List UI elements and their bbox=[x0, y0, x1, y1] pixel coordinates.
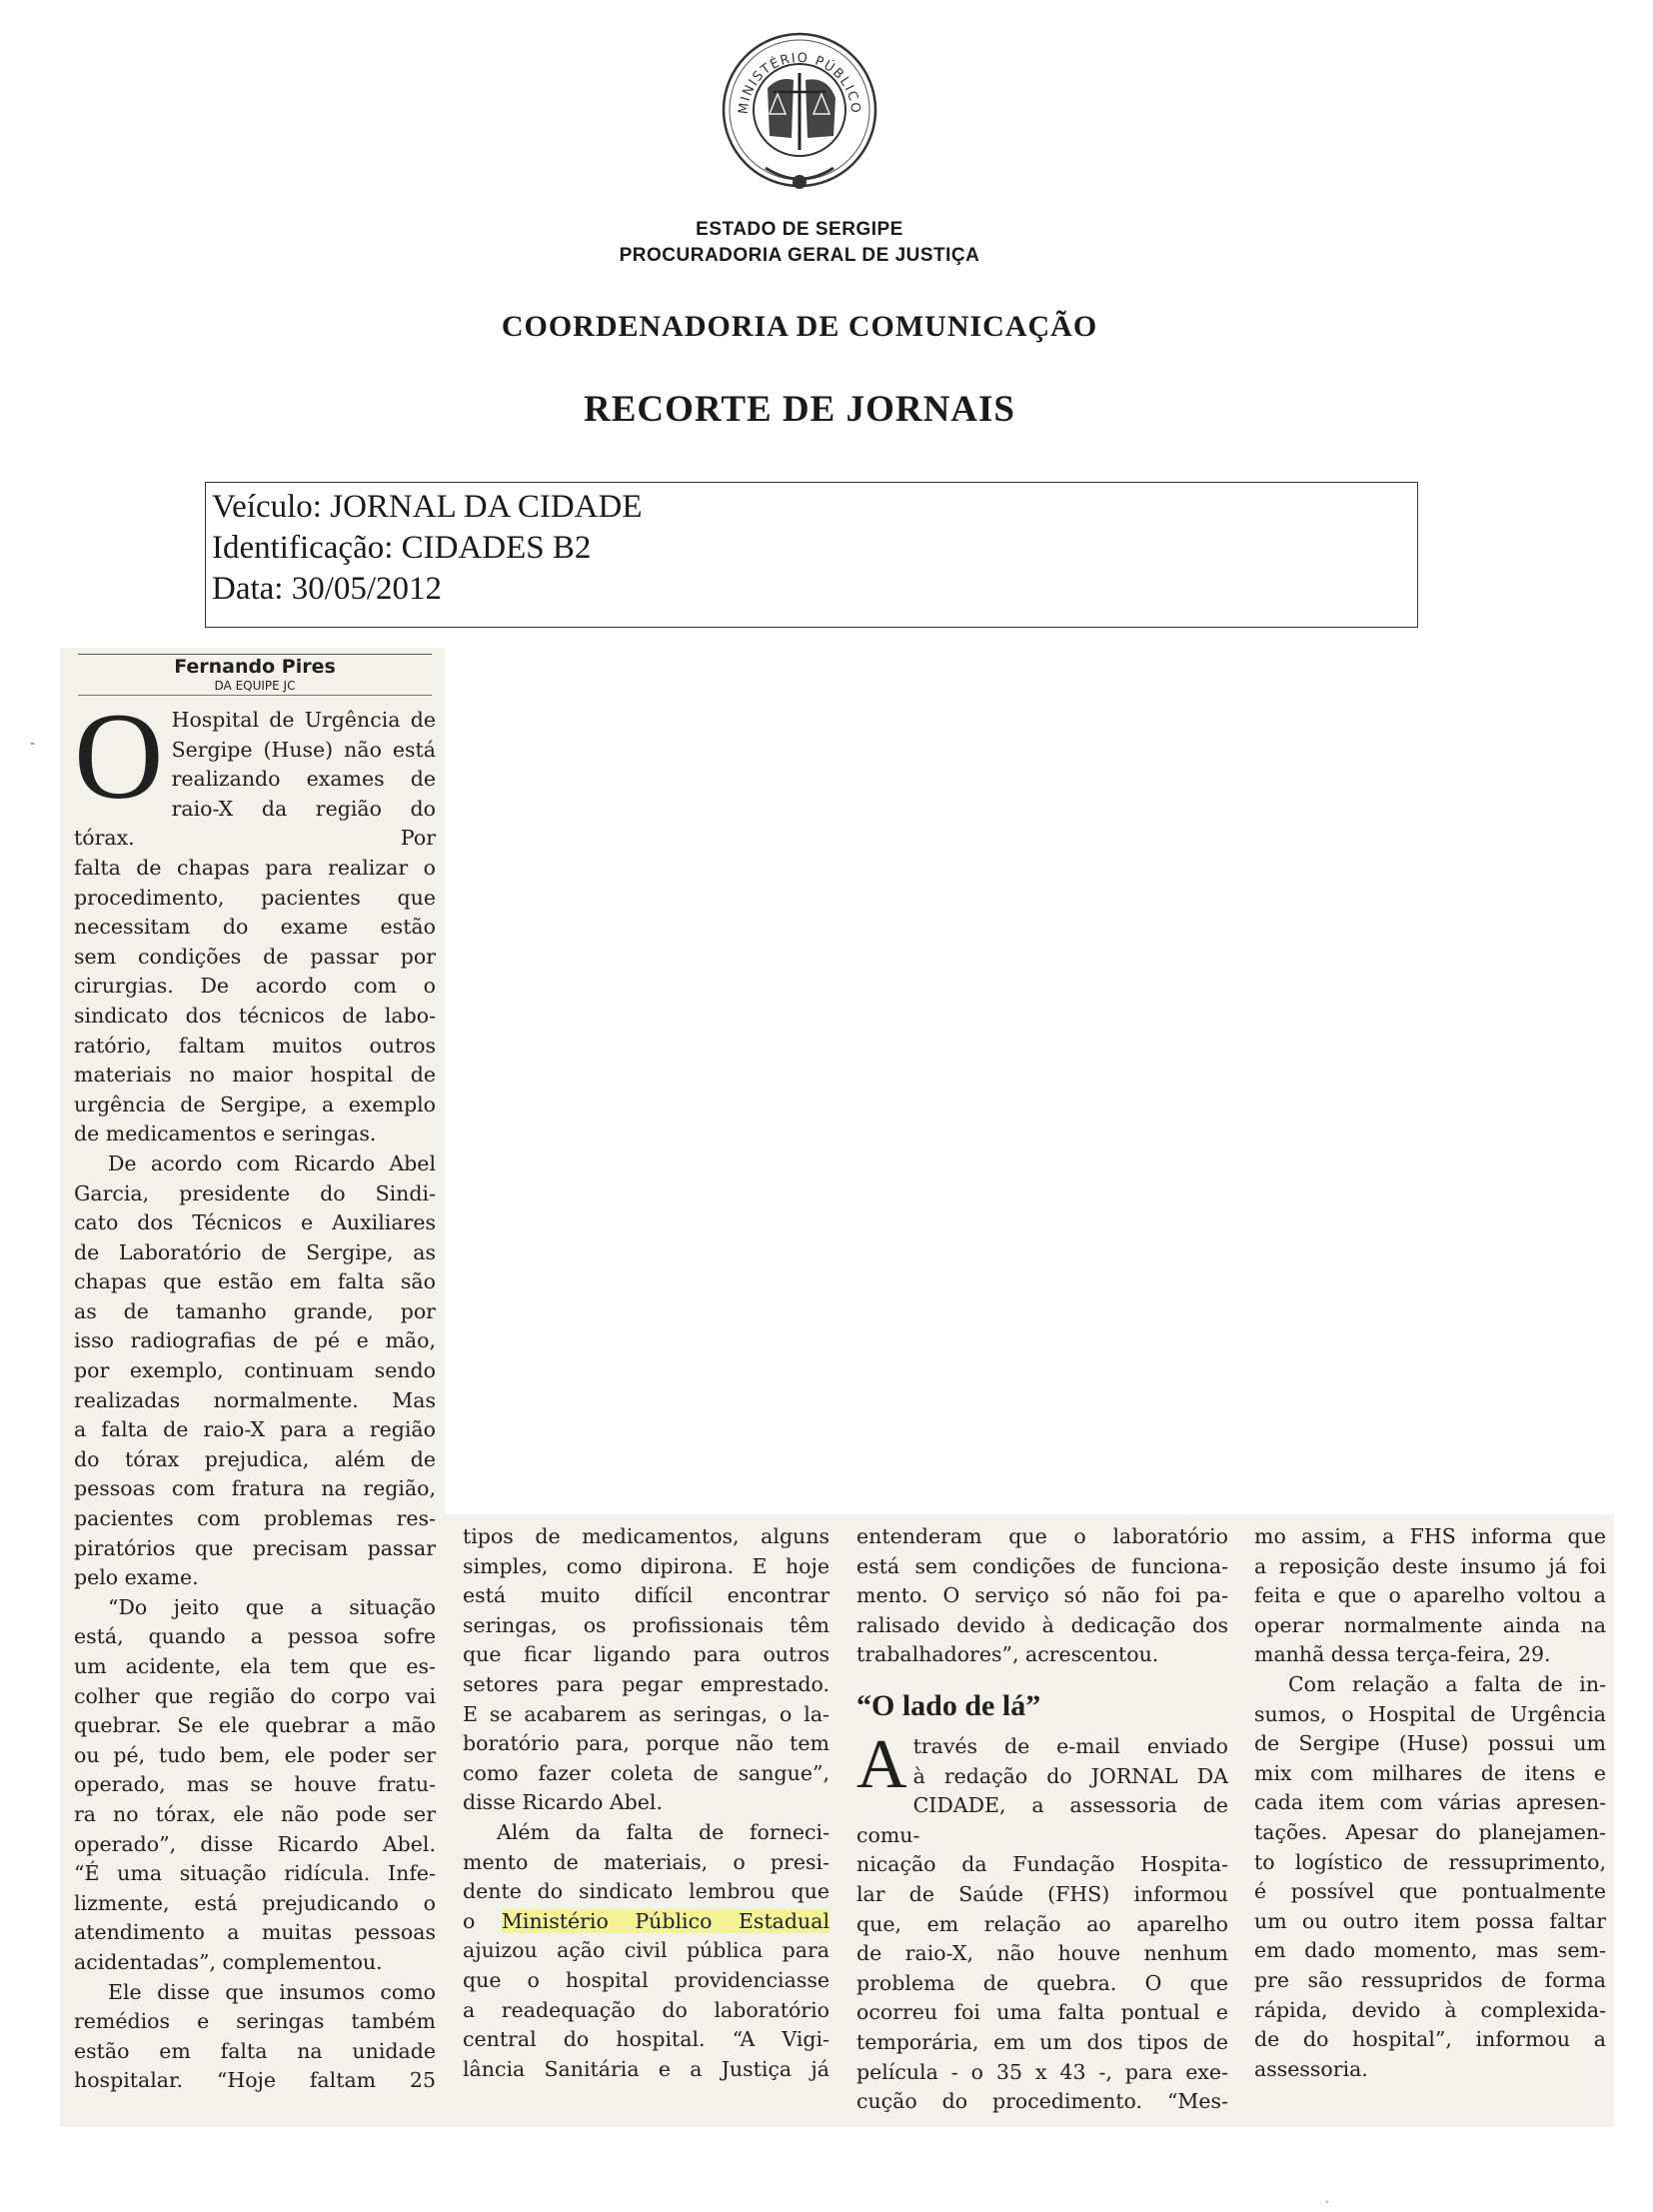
text-line: boratório para, porque não tem bbox=[463, 1731, 829, 1756]
date-line: Data: 30/05/2012 bbox=[212, 571, 443, 607]
identification-line: Identificação: CIDADES B2 bbox=[212, 530, 592, 566]
text-line: to logístico de ressuprimento, bbox=[1254, 1849, 1606, 1874]
column-3-paragraph-1 bbox=[856, 1522, 1228, 1670]
text-line: través de e-mail enviado bbox=[912, 1733, 1228, 1758]
text-line: mo assim, a FHS informa que bbox=[1254, 1524, 1606, 1548]
text-line: as de tamanho grande, por bbox=[74, 1298, 436, 1323]
text-line: raio-X da região do tórax. Por bbox=[74, 796, 436, 851]
text-line: Sergipe (Huse) não está bbox=[171, 737, 436, 762]
text-line: a falta de raio-X para a região bbox=[74, 1417, 436, 1442]
text-line: central do hospital. “A Vigi- bbox=[463, 2027, 829, 2052]
text-line: de medicamentos e seringas. bbox=[74, 1121, 377, 1146]
paragraph-2 bbox=[74, 1149, 436, 1593]
ministerio-publico-seal-icon bbox=[718, 18, 882, 198]
subheading: “O lado de lá” bbox=[856, 1688, 1041, 1722]
text-line: mix com milhares de itens e bbox=[1254, 1760, 1606, 1785]
column-2-paragraph-1 bbox=[463, 1522, 829, 1818]
author-name: Fernando Pires bbox=[174, 656, 336, 678]
text-line: trabalhadores”, acrescentou. bbox=[856, 1642, 1159, 1667]
scan-speck: · bbox=[1325, 2195, 1329, 2209]
text-line: de Laboratório de Sergipe, as bbox=[74, 1239, 436, 1264]
department-title: COORDENADORIA DE COMUNICAÇÃO bbox=[501, 310, 1098, 343]
text-line: manhã dessa terça-feira, 29. bbox=[1254, 1642, 1551, 1667]
article-column-4 bbox=[1254, 1522, 1606, 2084]
text-line: cirurgias. De acordo com o bbox=[74, 974, 436, 999]
text-line: mento. O serviço só não foi pa- bbox=[856, 1583, 1228, 1608]
column-2-paragraph-2-rest bbox=[463, 1936, 829, 2084]
text-line: está sem condições de funciona- bbox=[856, 1553, 1228, 1578]
text-line: remédios e seringas também bbox=[74, 2009, 436, 2034]
article-column-1 bbox=[74, 648, 436, 2096]
text-line: película - o 35 x 43 -, para exe- bbox=[856, 2059, 1228, 2084]
text-line: rápida, devido à complexida- bbox=[1254, 1997, 1606, 2022]
text-line: cato dos Técnicos e Auxiliares bbox=[74, 1210, 436, 1235]
text-line: piratórios que precisam passar bbox=[74, 1535, 436, 1560]
text-line: tações. Apesar do planejamen- bbox=[1254, 1819, 1606, 1844]
text-line: falta de chapas para realizar o bbox=[74, 855, 436, 880]
text-line: à redação do JORNAL DA bbox=[912, 1763, 1228, 1788]
text-line: do tórax prejudica, além de bbox=[74, 1446, 436, 1471]
text-line: a readequação do laboratório bbox=[463, 1997, 829, 2022]
text-line: De acordo com Ricardo Abel bbox=[108, 1150, 436, 1175]
text-line: lizmente, está prejudicando o bbox=[74, 1890, 436, 1915]
text-line: como fazer coleta de sangue”, bbox=[463, 1760, 829, 1785]
text-line: atendimento a muitas pessoas bbox=[74, 1920, 436, 1945]
text-line: feita e que o aparelho voltou a bbox=[1254, 1583, 1606, 1608]
highlighted-ministerio-publico: Ministério Público Estadual bbox=[501, 1908, 830, 1933]
text-line: cução do procedimento. “Mes- bbox=[856, 2089, 1228, 2114]
text-line: estão em falta na unidade bbox=[74, 2038, 436, 2063]
clipping-bottom-section bbox=[445, 1514, 1614, 2127]
paragraph-4 bbox=[74, 1978, 436, 2096]
text-line: colher que região do corpo vai bbox=[74, 1683, 436, 1708]
agency-name: PROCURADORIA GERAL DE JUSTIÇA bbox=[619, 245, 980, 266]
text-line: ralisado devido à dedicação dos bbox=[856, 1612, 1228, 1637]
text-line: setores para pegar emprestado. bbox=[463, 1671, 829, 1696]
text-line: ou pé, tudo bem, ele poder ser bbox=[74, 1742, 436, 1767]
text-line: simples, como dipirona. E hoje bbox=[463, 1553, 829, 1578]
article-column-2 bbox=[463, 1522, 829, 2084]
text-line: um ou outro item possa faltar bbox=[1254, 1908, 1606, 1933]
text-line: Ele disse que insumos como bbox=[108, 1979, 436, 2004]
text-line: problema de quebra. O que bbox=[856, 1970, 1228, 1995]
clipping-info-box bbox=[205, 482, 1418, 628]
text-line: seringas, os profissionais têm bbox=[463, 1612, 829, 1637]
text-line: Garcia, presidente do Sindi- bbox=[74, 1180, 436, 1205]
text-line: mento de materiais, o presi- bbox=[463, 1849, 829, 1874]
text-line: lar de Saúde (FHS) informou bbox=[856, 1881, 1228, 1906]
text-line: de do hospital”, informou a bbox=[1254, 2027, 1606, 2052]
drop-cap-2: A bbox=[856, 1725, 907, 1803]
drop-cap: O bbox=[74, 688, 164, 825]
text-line: isso radiografias de pé e mão, bbox=[74, 1328, 436, 1353]
text-line: cada item com várias apresen- bbox=[1254, 1790, 1606, 1815]
column-4-paragraph-2 bbox=[1254, 1670, 1606, 2084]
text-line: CIDADE, a assessoria de comu- bbox=[856, 1793, 1228, 1847]
column-4-paragraph-1 bbox=[1254, 1522, 1606, 1670]
text-line: realizadas normalmente. Mas bbox=[74, 1387, 436, 1412]
text-line: pre são ressupridos de forma bbox=[1254, 1967, 1606, 1992]
highlight-line: o Ministério Público Estadual bbox=[463, 1908, 830, 1933]
text-line: pacientes com problemas res- bbox=[74, 1506, 436, 1531]
text-line: operado, mas se houve fratu- bbox=[74, 1772, 436, 1797]
text-line: de Sergipe (Huse) possui um bbox=[1254, 1731, 1606, 1756]
text-line: pelo exame. bbox=[74, 1565, 199, 1590]
text-line: está muito difícil encontrar bbox=[463, 1583, 829, 1608]
scan-speck: - bbox=[30, 736, 36, 752]
text-line: operado”, disse Ricardo Abel. bbox=[74, 1831, 436, 1856]
text-line: urgência de Sergipe, a exemplo bbox=[74, 1092, 436, 1116]
text-line: em dado momento, mas sem- bbox=[1254, 1938, 1606, 1963]
text-line: de raio-X, não houve nenhum bbox=[856, 1941, 1228, 1966]
text-line: sindicato dos técnicos de labo- bbox=[74, 1003, 436, 1028]
text-line: quebrar. Se ele quebrar a mão bbox=[74, 1713, 436, 1738]
text-line: procedimento, pacientes que bbox=[74, 885, 436, 910]
text-line: sumos, o Hospital de Urgência bbox=[1254, 1701, 1606, 1726]
text-line: é possível que pontualmente bbox=[1254, 1879, 1606, 1904]
text-line: ra no tórax, ele não pode ser bbox=[74, 1801, 436, 1826]
text-line: está, quando a pessoa sofre bbox=[74, 1624, 436, 1649]
page-title: RECORTE DE JORNAIS bbox=[584, 389, 1015, 430]
text-line: E se acabarem as seringas, o la- bbox=[463, 1701, 829, 1726]
text-line: chapas que estão em falta são bbox=[74, 1269, 436, 1294]
text-line: dente do sindicato lembrou que bbox=[463, 1879, 829, 1904]
state-name: ESTADO DE SERGIPE bbox=[696, 219, 903, 240]
text-line: disse Ricardo Abel. bbox=[463, 1790, 663, 1815]
text-line: pessoas com fratura na região, bbox=[74, 1476, 436, 1501]
text-line: materiais no maior hospital de bbox=[74, 1063, 436, 1088]
text-line: acidentadas”, complementou. bbox=[74, 1949, 383, 1974]
text-line: realizando exames de bbox=[171, 767, 436, 792]
text-line: Além da falta de forneci- bbox=[497, 1819, 829, 1844]
column-2-paragraph-2 bbox=[463, 1818, 829, 1907]
text-line: que, em relação ao aparelho bbox=[856, 1911, 1228, 1936]
text-line: ratório, faltam muitos outros bbox=[74, 1033, 436, 1058]
text-line: por exemplo, continuam sendo bbox=[74, 1358, 436, 1383]
vehicle-line: Veículo: JORNAL DA CIDADE bbox=[212, 489, 643, 525]
text-line: tipos de medicamentos, alguns bbox=[463, 1524, 829, 1548]
text-line: um acidente, ela tem que es- bbox=[74, 1654, 436, 1678]
text-line: Hospital de Urgência de bbox=[171, 708, 436, 732]
text-line: hospitalar. “Hoje faltam 25 bbox=[74, 2068, 436, 2093]
article-column-3 bbox=[856, 1522, 1228, 2117]
text-line: sem condições de passar por bbox=[74, 944, 436, 969]
text-line: ajuizou ação civil pública para bbox=[463, 1938, 829, 1963]
text-line: necessitam do exame estão bbox=[74, 915, 436, 940]
text-line: que o hospital providenciasse bbox=[463, 1967, 829, 1992]
text-line: Com relação a falta de in- bbox=[1288, 1671, 1606, 1696]
paragraph-3 bbox=[74, 1593, 436, 1978]
text-line: nicação da Fundação Hospita- bbox=[856, 1852, 1228, 1877]
column-3-paragraph-2 bbox=[856, 1725, 1228, 2117]
text-line: “Do jeito que a situação bbox=[108, 1594, 436, 1619]
clipping-left-column bbox=[60, 648, 445, 2127]
text-line: entenderam que o laboratório bbox=[856, 1524, 1228, 1548]
text-line: lância Sanitária e a Justiça já bbox=[463, 2056, 829, 2081]
author-team: DA EQUIPE JC bbox=[78, 679, 432, 696]
text-line: assessoria. bbox=[1254, 2056, 1368, 2081]
text-line: a reposição deste insumo já foi bbox=[1254, 1553, 1606, 1578]
text-line: temporária, em um dos tipos de bbox=[856, 2029, 1228, 2054]
text-line: ocorreu foi uma falta pontual e bbox=[856, 2000, 1228, 2025]
seal-ring-text: MINISTÉRIO PÚBLICO bbox=[736, 50, 863, 115]
text-line: “É uma situação ridícula. Infe- bbox=[74, 1861, 436, 1886]
text-line: que ficar ligando para outros bbox=[463, 1642, 829, 1667]
text-line: operar normalmente ainda na bbox=[1254, 1612, 1606, 1637]
